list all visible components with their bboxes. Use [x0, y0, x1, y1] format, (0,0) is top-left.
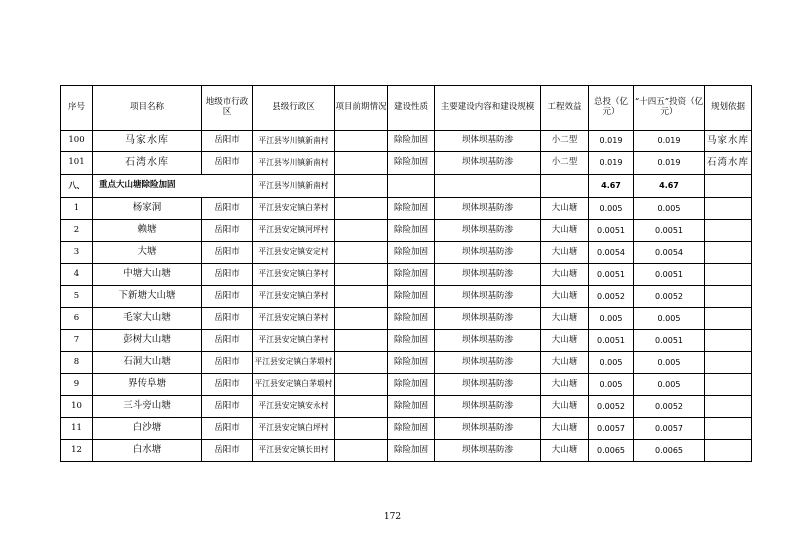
- cell-nature: 除险加固: [388, 440, 435, 462]
- cell-benefit: 大山塘: [541, 440, 589, 462]
- cell-county: 平江县安定镇白茅村: [253, 264, 335, 286]
- table-row: [61, 330, 752, 352]
- cell-name: 毛家大山塘: [93, 308, 202, 330]
- cell-basis: [705, 330, 752, 352]
- cell-name: 中塘大山塘: [93, 264, 202, 286]
- cell-basis: [705, 440, 752, 462]
- cell-prework: [335, 286, 388, 308]
- cell-plan145: 0.0051: [634, 330, 705, 352]
- cell-basis: [705, 198, 752, 220]
- cell-basis: [705, 308, 752, 330]
- header-total: 总投（亿元）: [589, 86, 634, 131]
- page-number: 172: [383, 512, 402, 522]
- cell-name: 大塘: [93, 242, 202, 264]
- section-empty: [388, 175, 435, 198]
- table-row: [61, 220, 752, 242]
- cell-city: 岳阳市: [202, 286, 253, 308]
- cell-nature: 除险加固: [388, 352, 435, 374]
- cell-content: 坝体坝基防渗: [435, 220, 541, 242]
- cell-nature: 除险加固: [388, 418, 435, 440]
- cell-seq: 6: [61, 308, 93, 330]
- cell-plan145: 0.0051: [634, 264, 705, 286]
- cell-benefit: 大山塘: [541, 352, 589, 374]
- cell-plan145: 0.0052: [634, 286, 705, 308]
- cell-plan145: 0.005: [634, 374, 705, 396]
- cell-county: 平江县安定镇白茅塅村: [253, 374, 335, 396]
- cell-total: 0.019: [589, 131, 634, 152]
- cell-name: 赖塘: [93, 220, 202, 242]
- cell-prework: [335, 440, 388, 462]
- cell-basis: [705, 286, 752, 308]
- section-seq: 八、: [61, 175, 93, 198]
- table-row: [61, 352, 752, 374]
- cell-benefit: 大山塘: [541, 374, 589, 396]
- cell-basis: [705, 242, 752, 264]
- cell-prework: [335, 220, 388, 242]
- cell-content: 坝体坝基防渗: [435, 264, 541, 286]
- cell-content: 坝体坝基防渗: [435, 352, 541, 374]
- section-total: 4.67: [589, 175, 634, 198]
- cell-total: 0.0057: [589, 418, 634, 440]
- cell-nature: 除险加固: [388, 152, 435, 175]
- cell-prework: [335, 352, 388, 374]
- cell-content: 坝体坝基防渗: [435, 286, 541, 308]
- cell-seq: 2: [61, 220, 93, 242]
- cell-nature: 除险加固: [388, 198, 435, 220]
- cell-county: 平江县安定镇白坪村: [253, 418, 335, 440]
- cell-plan145: 0.0054: [634, 242, 705, 264]
- cell-name: 马家水库: [93, 131, 202, 152]
- cell-county: 平江县安定镇安永村: [253, 396, 335, 418]
- section-empty: [705, 175, 752, 198]
- cell-city: 岳阳市: [202, 352, 253, 374]
- cell-total: 0.0051: [589, 330, 634, 352]
- cell-total: 0.019: [589, 152, 634, 175]
- cell-city: 岳阳市: [202, 264, 253, 286]
- cell-name: 石洞大山塘: [93, 352, 202, 374]
- cell-basis: [705, 374, 752, 396]
- cell-benefit: 大山塘: [541, 308, 589, 330]
- project-table: [60, 85, 752, 462]
- cell-city: 岳阳市: [202, 198, 253, 220]
- cell-county: 平江县安定镇白茅村: [253, 308, 335, 330]
- cell-city: 岳阳市: [202, 242, 253, 264]
- cell-total: 0.005: [589, 374, 634, 396]
- cell-nature: 除险加固: [388, 308, 435, 330]
- cell-content: 坝体坝基防渗: [435, 440, 541, 462]
- cell-content: 坝体坝基防渗: [435, 131, 541, 152]
- cell-name: 下新塘大山塘: [93, 286, 202, 308]
- cell-plan145: 0.0051: [634, 220, 705, 242]
- cell-county: 平江县安定镇安定村: [253, 242, 335, 264]
- cell-prework: [335, 131, 388, 152]
- cell-name: 三斗旁山塘: [93, 396, 202, 418]
- cell-seq: 1: [61, 198, 93, 220]
- cell-name: 界传阜塘: [93, 374, 202, 396]
- header-prework: 项目前期情况: [335, 86, 388, 131]
- table-row: [61, 264, 752, 286]
- header-benefit: 工程效益: [541, 86, 589, 131]
- cell-name: 杨家洞: [93, 198, 202, 220]
- cell-seq: 101: [61, 152, 93, 175]
- header-seq: 序号: [61, 86, 93, 131]
- cell-plan145: 0.005: [634, 198, 705, 220]
- cell-seq: 8: [61, 352, 93, 374]
- cell-prework: [335, 198, 388, 220]
- cell-city: 岳阳市: [202, 440, 253, 462]
- header-city: 地级市行政区: [202, 86, 253, 131]
- cell-basis: [705, 418, 752, 440]
- cell-prework: [335, 308, 388, 330]
- cell-benefit: 小二型: [541, 152, 589, 175]
- cell-nature: 除险加固: [388, 396, 435, 418]
- section-plan145: 4.67: [634, 175, 705, 198]
- cell-benefit: 大山塘: [541, 198, 589, 220]
- table-row: [61, 396, 752, 418]
- cell-nature: 除险加固: [388, 330, 435, 352]
- cell-nature: 除险加固: [388, 264, 435, 286]
- section-row: [61, 175, 752, 198]
- table-row: [61, 440, 752, 462]
- section-county: 平江县岑川镇新南村: [253, 175, 335, 198]
- cell-seq: 12: [61, 440, 93, 462]
- cell-plan145: 0.0065: [634, 440, 705, 462]
- cell-prework: [335, 242, 388, 264]
- header-name: 项目名称: [93, 86, 202, 131]
- section-empty: [541, 175, 589, 198]
- header-basis: 规划依据: [705, 86, 752, 131]
- cell-benefit: 小二型: [541, 131, 589, 152]
- cell-city: 岳阳市: [202, 131, 253, 152]
- cell-basis: [705, 352, 752, 374]
- cell-plan145: 0.019: [634, 131, 705, 152]
- cell-city: 岳阳市: [202, 220, 253, 242]
- cell-county: 平江县安定镇河坪村: [253, 220, 335, 242]
- cell-prework: [335, 330, 388, 352]
- cell-nature: 除险加固: [388, 220, 435, 242]
- cell-county: 平江县安定镇白茅村: [253, 330, 335, 352]
- cell-seq: 100: [61, 131, 93, 152]
- cell-seq: 11: [61, 418, 93, 440]
- cell-nature: 除险加固: [388, 242, 435, 264]
- cell-total: 0.005: [589, 198, 634, 220]
- cell-seq: 7: [61, 330, 93, 352]
- section-empty: [335, 175, 388, 198]
- cell-city: 岳阳市: [202, 308, 253, 330]
- cell-plan145: 0.005: [634, 308, 705, 330]
- cell-total: 0.0051: [589, 220, 634, 242]
- table-row: [61, 418, 752, 440]
- cell-county: 平江县岑川镇新南村: [253, 152, 335, 175]
- cell-content: 坝体坝基防渗: [435, 418, 541, 440]
- cell-prework: [335, 264, 388, 286]
- cell-plan145: 0.005: [634, 352, 705, 374]
- cell-nature: 除险加固: [388, 286, 435, 308]
- table-row: [61, 374, 752, 396]
- cell-total: 0.0065: [589, 440, 634, 462]
- table-row: [61, 131, 752, 152]
- cell-prework: [335, 374, 388, 396]
- header-plan145: “十四五”投资（亿元）: [634, 86, 705, 131]
- header-county: 县级行政区: [253, 86, 335, 131]
- cell-total: 0.005: [589, 352, 634, 374]
- cell-total: 0.0052: [589, 286, 634, 308]
- cell-basis: 石湾水库: [705, 152, 752, 175]
- cell-benefit: 大山塘: [541, 330, 589, 352]
- cell-basis: [705, 220, 752, 242]
- table-row: [61, 308, 752, 330]
- cell-city: 岳阳市: [202, 418, 253, 440]
- cell-total: 0.005: [589, 308, 634, 330]
- header-content: 主要建设内容和建设规模: [435, 86, 541, 131]
- cell-benefit: 大山塘: [541, 396, 589, 418]
- cell-nature: 除险加固: [388, 374, 435, 396]
- cell-plan145: 0.0052: [634, 396, 705, 418]
- cell-county: 平江县安定镇长田村: [253, 440, 335, 462]
- cell-benefit: 大山塘: [541, 286, 589, 308]
- cell-benefit: 大山塘: [541, 220, 589, 242]
- cell-content: 坝体坝基防渗: [435, 374, 541, 396]
- table-header-row: [61, 86, 752, 131]
- cell-content: 坝体坝基防渗: [435, 198, 541, 220]
- cell-seq: 4: [61, 264, 93, 286]
- cell-city: 岳阳市: [202, 152, 253, 175]
- cell-total: 0.0052: [589, 396, 634, 418]
- table-row: [61, 198, 752, 220]
- cell-seq: 10: [61, 396, 93, 418]
- cell-county: 平江县安定镇白茅村: [253, 198, 335, 220]
- cell-prework: [335, 418, 388, 440]
- cell-seq: 5: [61, 286, 93, 308]
- cell-name: 白水塘: [93, 440, 202, 462]
- cell-name: 彭树大山塘: [93, 330, 202, 352]
- cell-city: 岳阳市: [202, 330, 253, 352]
- cell-name: 白沙塘: [93, 418, 202, 440]
- cell-city: 岳阳市: [202, 374, 253, 396]
- section-empty: [435, 175, 541, 198]
- cell-seq: 9: [61, 374, 93, 396]
- cell-content: 坝体坝基防渗: [435, 152, 541, 175]
- cell-basis: 马家水库: [705, 131, 752, 152]
- table-row: [61, 152, 752, 175]
- cell-benefit: 大山塘: [541, 264, 589, 286]
- table-row: [61, 286, 752, 308]
- cell-prework: [335, 152, 388, 175]
- cell-nature: 除险加固: [388, 131, 435, 152]
- cell-total: 0.0054: [589, 242, 634, 264]
- cell-county: 平江县安定镇白茅塅村: [253, 352, 335, 374]
- cell-name: 石湾水库: [93, 152, 202, 175]
- cell-content: 坝体坝基防渗: [435, 396, 541, 418]
- header-nature: 建设性质: [388, 86, 435, 131]
- cell-prework: [335, 396, 388, 418]
- cell-county: 平江县安定镇白茅村: [253, 286, 335, 308]
- cell-content: 坝体坝基防渗: [435, 330, 541, 352]
- cell-basis: [705, 396, 752, 418]
- cell-content: 坝体坝基防渗: [435, 242, 541, 264]
- cell-plan145: 0.019: [634, 152, 705, 175]
- cell-content: 坝体坝基防渗: [435, 308, 541, 330]
- cell-plan145: 0.0057: [634, 418, 705, 440]
- cell-county: 平江县岑川镇新南村: [253, 131, 335, 152]
- cell-seq: 3: [61, 242, 93, 264]
- cell-city: 岳阳市: [202, 396, 253, 418]
- cell-total: 0.0051: [589, 264, 634, 286]
- cell-basis: [705, 264, 752, 286]
- cell-benefit: 大山塘: [541, 242, 589, 264]
- cell-benefit: 大山塘: [541, 418, 589, 440]
- section-title: 重点大山塘除险加固: [93, 175, 253, 198]
- table-row: [61, 242, 752, 264]
